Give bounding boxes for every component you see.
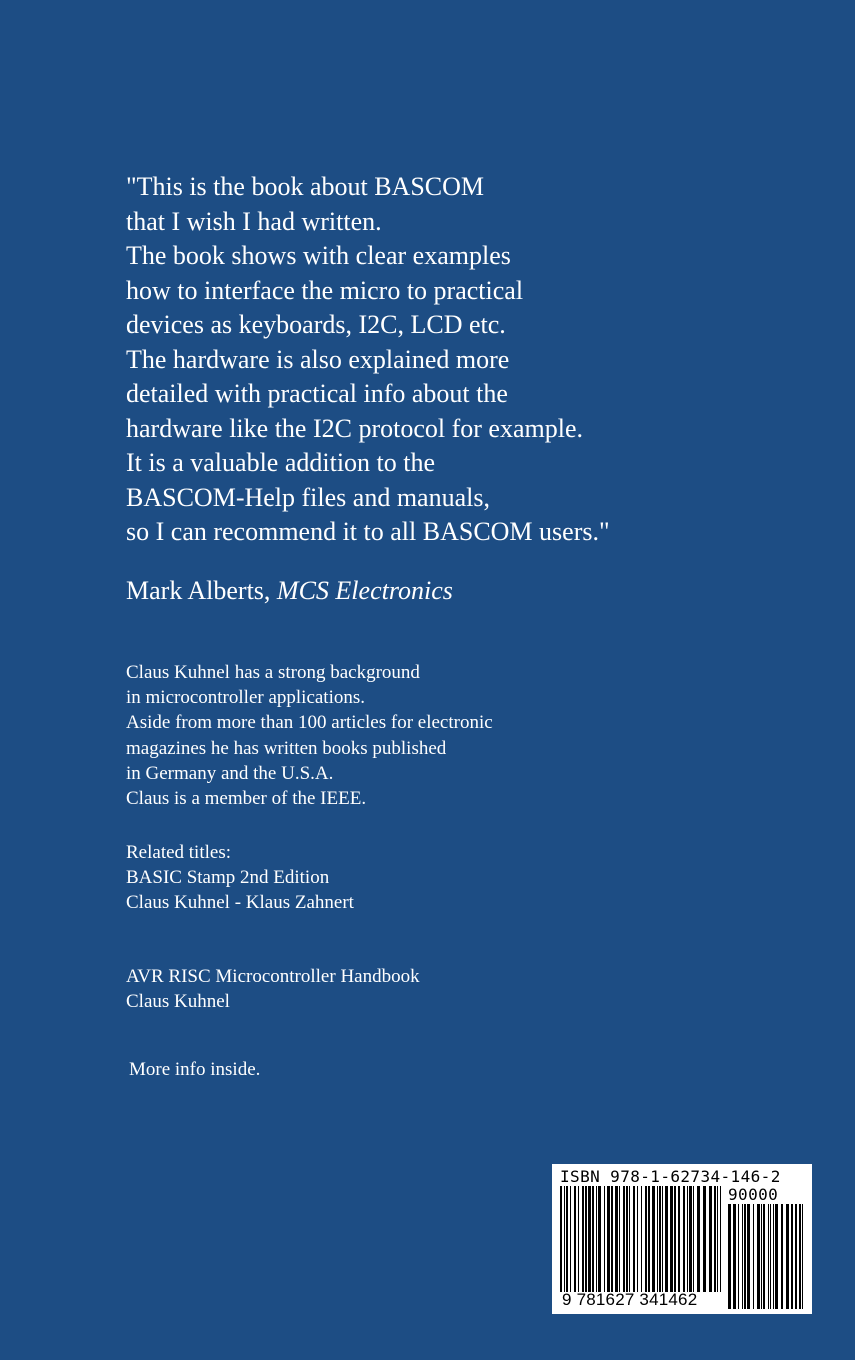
quote-line: so I can recommend it to all BASCOM users."	[126, 517, 610, 546]
quote-line: It is a valuable addition to the	[126, 448, 436, 477]
related-book-2	[126, 964, 420, 1014]
related-book-title: AVR RISC Microcontroller Handbook	[126, 966, 420, 987]
quote-attribution	[126, 574, 453, 608]
quote-line: how to interface the micro to practical	[126, 275, 524, 305]
endorsement-quote	[126, 170, 826, 550]
related-book-authors: Claus Kuhnel - Klaus Zahnert	[126, 892, 354, 913]
barcode-digits: 9 781627 341462	[562, 1290, 698, 1309]
more-info-note: More info inside.	[129, 1059, 261, 1080]
isbn-barcode	[552, 1164, 812, 1314]
related-book-title: BASIC Stamp 2nd Edition	[126, 867, 330, 888]
bio-line: in microcontroller applications.	[126, 687, 366, 709]
quote-line: devices as keyboards, I2C, LCD etc.	[126, 310, 506, 339]
quote-line: The book shows with clear examples	[126, 241, 511, 270]
quote-line: hardware like the I2C protocol for example.	[126, 413, 583, 443]
price-addon: 90000	[728, 1185, 779, 1204]
quote-author: Mark Alberts,	[126, 576, 271, 605]
bio-line: magazines he has written books published	[126, 737, 447, 759]
related-titles	[126, 840, 354, 915]
bio-line: Claus Kuhnel has a strong background	[126, 662, 420, 683]
quote-line: The hardware is also explained more	[126, 344, 510, 374]
quote-line: detailed with practical info about the	[126, 379, 508, 408]
quote-organization: MCS Electronics	[276, 576, 453, 605]
related-heading: Related titles:	[126, 842, 232, 863]
bio-line: Aside from more than 100 articles for electronic	[126, 712, 493, 734]
bio-line: in Germany and the U.S.A.	[126, 762, 334, 784]
isbn-label: ISBN 978-1-62734-146-2	[560, 1167, 781, 1186]
related-book-authors: Claus Kuhnel	[126, 991, 230, 1012]
quote-line: "This is the book about BASCOM	[126, 172, 485, 201]
bio-line: Claus is a member of the IEEE.	[126, 788, 367, 810]
quote-line: BASCOM-Help files and manuals,	[126, 482, 490, 512]
quote-line: that I wish I had written.	[126, 206, 382, 236]
author-bio	[126, 660, 493, 811]
